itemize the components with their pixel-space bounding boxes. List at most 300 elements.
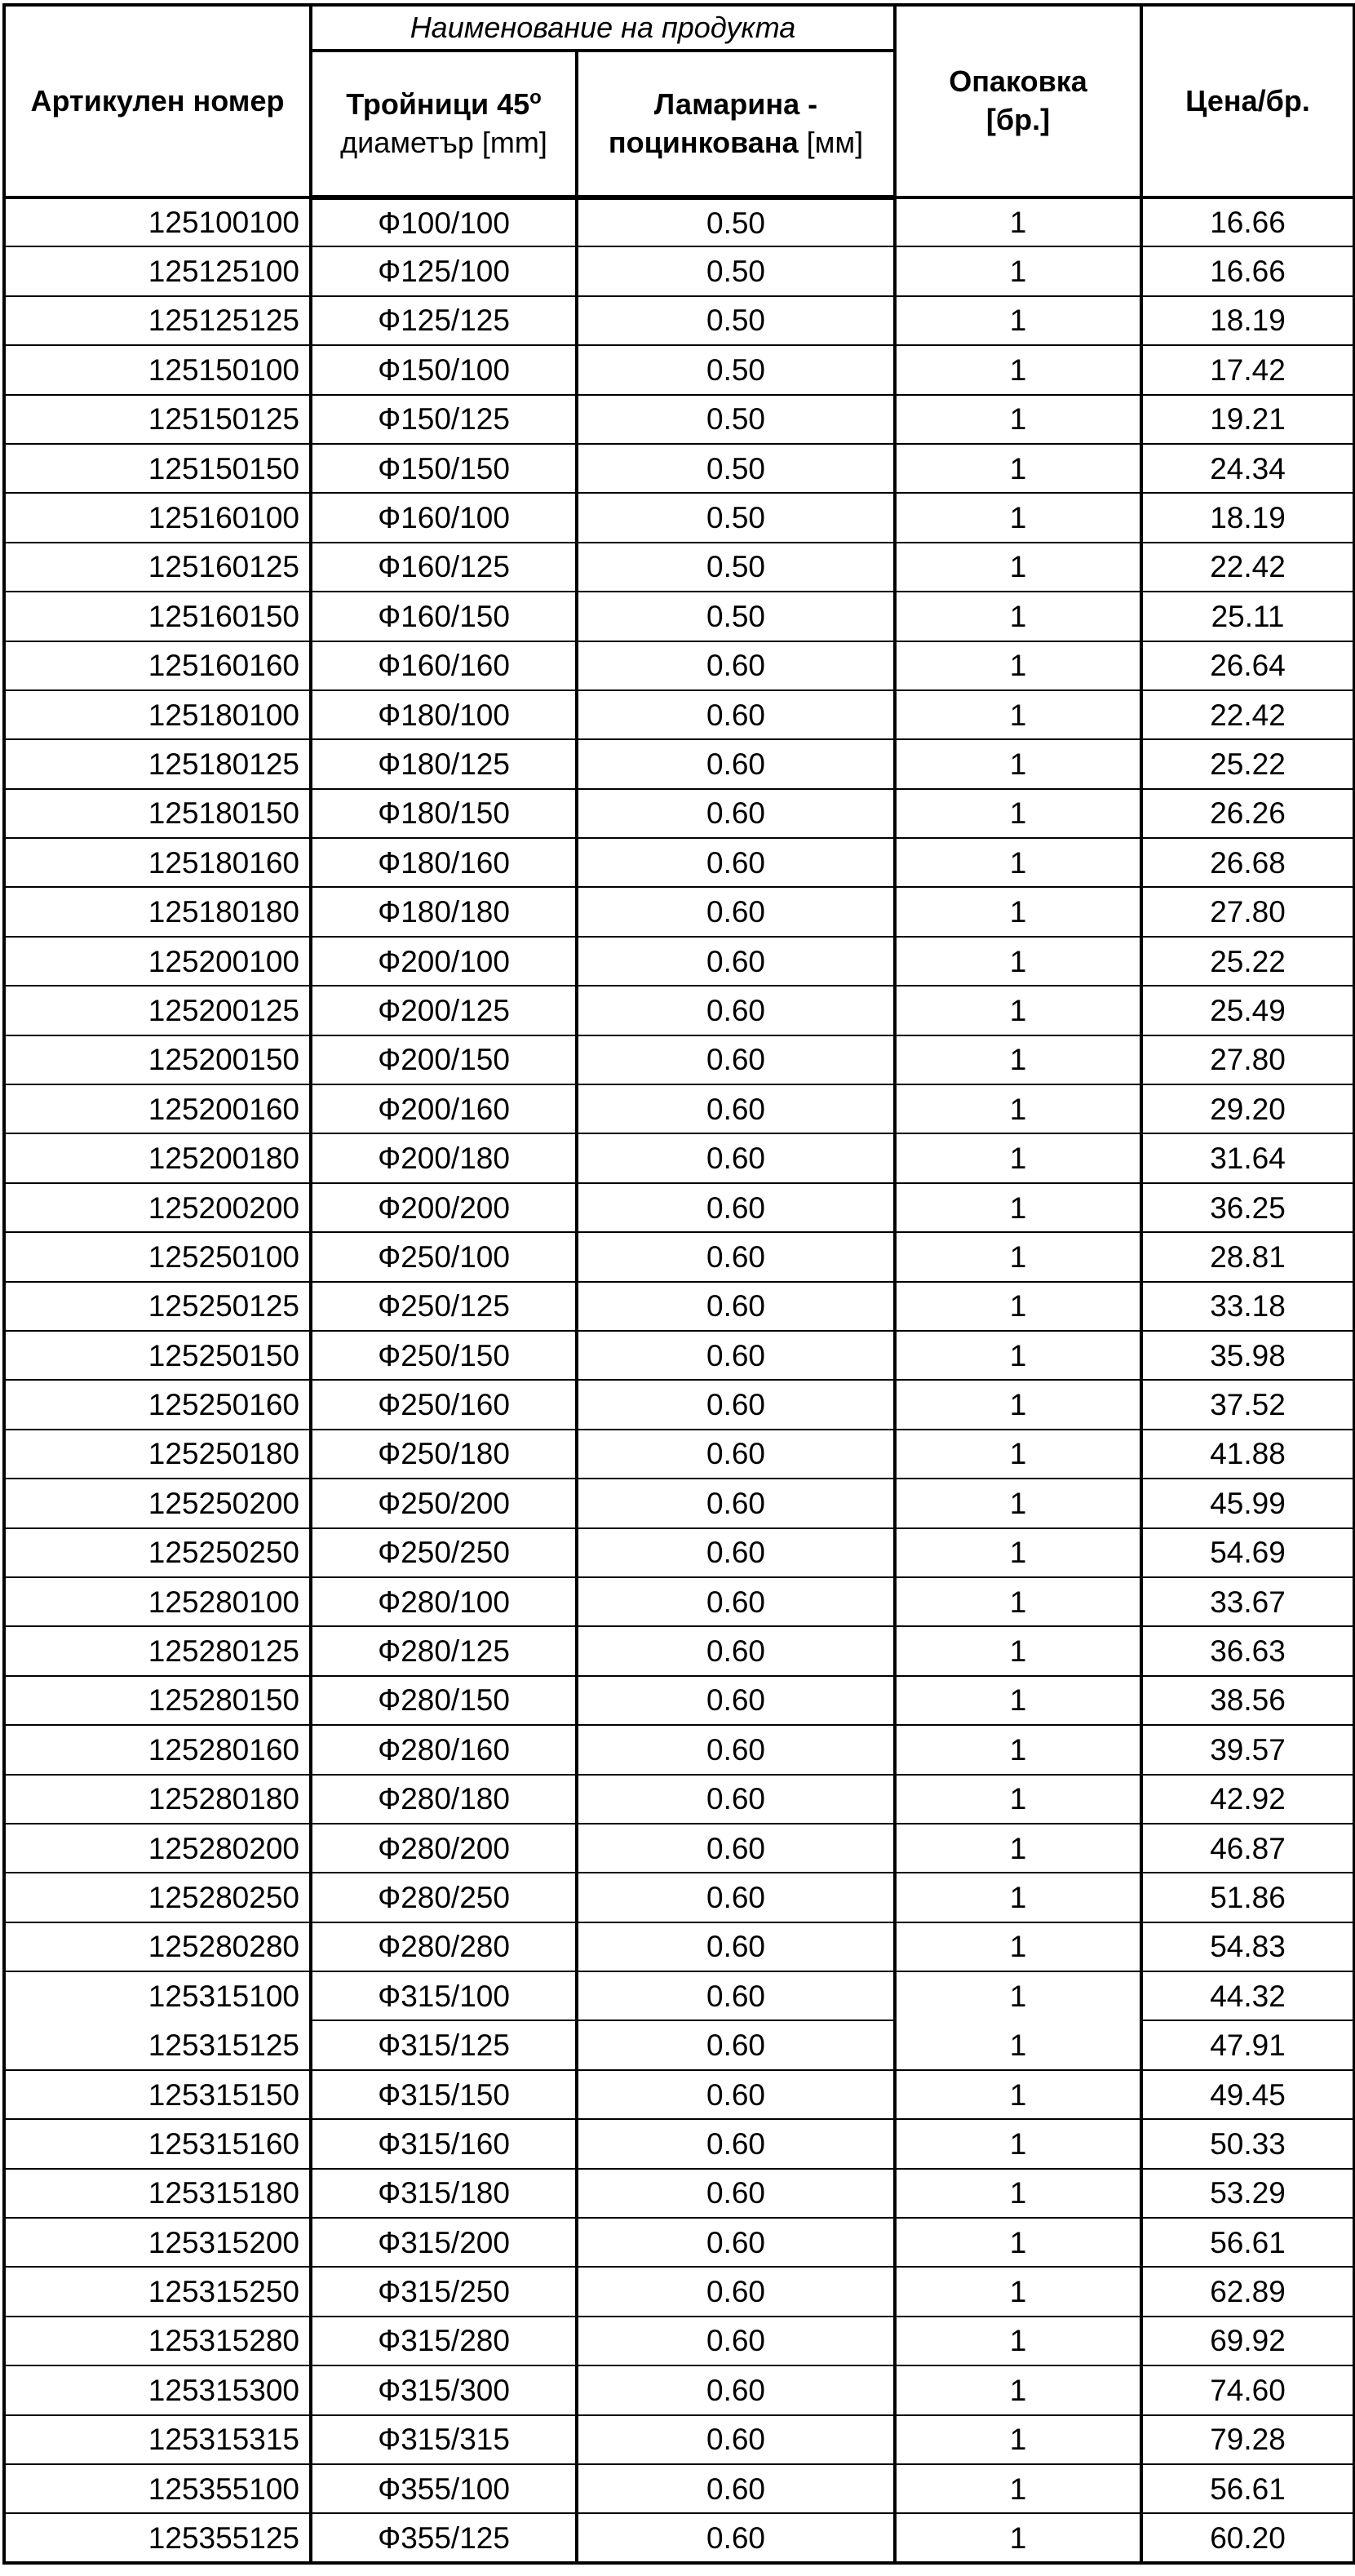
tee-diameter-cell: Ф250/180 [311, 1430, 577, 1479]
table-row [4, 493, 1354, 542]
article-number-cell: 125160160 [4, 641, 311, 690]
package-cell: 1 [895, 246, 1141, 295]
table-row [4, 246, 1354, 295]
sheet-thickness-cell: 0.60 [577, 1922, 895, 1971]
sheet-thickness-cell: 0.60 [577, 1282, 895, 1331]
sheet-thickness-cell: 0.60 [577, 1035, 895, 1084]
tee-diameter-cell: Ф100/100 [311, 197, 577, 246]
article-number-cell: 125315300 [4, 2365, 311, 2414]
price-cell: 69.92 [1141, 2317, 1354, 2365]
table-row [4, 690, 1354, 739]
article-number-cell: 125200100 [4, 937, 311, 986]
sheet-thickness-cell: 0.50 [577, 592, 895, 641]
article-number-cell: 125315160 [4, 2119, 311, 2168]
table-row [4, 789, 1354, 838]
tee-diameter-cell: Ф280/150 [311, 1676, 577, 1725]
article-number-cell: 125250150 [4, 1331, 311, 1380]
article-number-cell: 125315250 [4, 2267, 311, 2316]
price-cell: 26.26 [1141, 789, 1354, 838]
article-number-cell: 125280200 [4, 1824, 311, 1873]
table-row [4, 1528, 1354, 1577]
tee-diameter-cell: Ф280/250 [311, 1873, 577, 1922]
article-number-cell: 125180125 [4, 739, 311, 788]
table-row [4, 592, 1354, 641]
tee-diameter-cell: Ф280/280 [311, 1922, 577, 1971]
article-number-cell: 125150100 [4, 345, 311, 394]
article-number-cell: 125250160 [4, 1380, 311, 1429]
sheet-thickness-cell: 0.60 [577, 1430, 895, 1479]
sheet-header-title-2: поцинкована [608, 125, 799, 159]
sheet-thickness-cell: 0.60 [577, 690, 895, 739]
package-cell: 1 [895, 592, 1141, 641]
tee-diameter-cell: Ф315/250 [311, 2267, 577, 2316]
price-cell: 56.61 [1141, 2218, 1354, 2267]
degree-superscript: o [529, 86, 542, 109]
price-cell: 25.22 [1141, 739, 1354, 788]
sheet-thickness-cell: 0.60 [577, 1873, 895, 1922]
price-cell: 16.66 [1141, 197, 1354, 246]
package-cell: 1 [895, 1084, 1141, 1133]
article-number-cell: 125150150 [4, 444, 311, 493]
tee-diameter-cell: Ф315/315 [311, 2415, 577, 2464]
sheet-thickness-cell: 0.60 [577, 1725, 895, 1774]
tee-diameter-cell: Ф280/180 [311, 1775, 577, 1824]
package-cell: 1 [895, 2513, 1141, 2562]
article-number-cell: 125315315 [4, 2415, 311, 2464]
package-cell: 1 [895, 2365, 1141, 2414]
package-cell: 1 [895, 1971, 1141, 2020]
sheet-thickness-cell: 0.60 [577, 2365, 895, 2414]
sheet-thickness-cell: 0.60 [577, 1971, 895, 2020]
price-cell: 54.69 [1141, 1528, 1354, 1577]
tee-diameter-cell: Ф125/100 [311, 246, 577, 295]
sheet-thickness-cell: 0.60 [577, 641, 895, 690]
tee-diameter-cell: Ф280/160 [311, 1725, 577, 1774]
sheet-thickness-cell: 0.50 [577, 395, 895, 444]
tee-diameter-cell: Ф180/100 [311, 690, 577, 739]
sheet-header-unit: [мм] [806, 125, 864, 159]
table-row [4, 1084, 1354, 1133]
sheet-thickness-cell: 0.60 [577, 739, 895, 788]
price-cell: 45.99 [1141, 1479, 1354, 1527]
package-cell: 1 [895, 1479, 1141, 1527]
sheet-thickness-cell: 0.60 [577, 2464, 895, 2513]
tee-diameter-cell: Ф150/125 [311, 395, 577, 444]
table-row [4, 296, 1354, 345]
price-cell: 25.49 [1141, 986, 1354, 1035]
tee-diameter-cell: Ф180/160 [311, 838, 577, 887]
price-cell: 60.20 [1141, 2513, 1354, 2562]
article-number-cell: 125315100 [4, 1971, 311, 2020]
price-cell: 42.92 [1141, 1775, 1354, 1824]
price-cell: 49.45 [1141, 2070, 1354, 2119]
package-header [895, 5, 1141, 197]
table-row [4, 887, 1354, 936]
sheet-thickness-cell: 0.60 [577, 1183, 895, 1232]
package-cell: 1 [895, 1035, 1141, 1084]
package-cell: 1 [895, 1824, 1141, 1873]
table-row [4, 1232, 1354, 1281]
tee-diameter-cell: Ф200/200 [311, 1183, 577, 1232]
table-row [4, 444, 1354, 493]
table-row [4, 1183, 1354, 1232]
table-row [4, 2513, 1354, 2562]
price-cell: 27.80 [1141, 887, 1354, 936]
sheet-thickness-header [577, 51, 895, 197]
sheet-thickness-cell: 0.60 [577, 1232, 895, 1281]
table-row [4, 1824, 1354, 1873]
tee-diameter-cell: Ф315/200 [311, 2218, 577, 2267]
package-cell: 1 [895, 1725, 1141, 1774]
package-cell: 1 [895, 2020, 1141, 2069]
table-row [4, 838, 1354, 887]
tee-diameter-cell: Ф250/160 [311, 1380, 577, 1429]
tee-diameter-cell: Ф250/150 [311, 1331, 577, 1380]
sheet-thickness-cell: 0.50 [577, 345, 895, 394]
tee-diameter-cell: Ф315/160 [311, 2119, 577, 2168]
tee-header-unit: диаметър [mm] [340, 125, 547, 159]
price-cell: 39.57 [1141, 1725, 1354, 1774]
tee-diameter-cell: Ф315/280 [311, 2317, 577, 2365]
price-cell: 50.33 [1141, 2119, 1354, 2168]
sheet-thickness-cell: 0.60 [577, 1775, 895, 1824]
sheet-thickness-cell: 0.60 [577, 2169, 895, 2218]
price-cell: 33.67 [1141, 1577, 1354, 1626]
table-body [4, 197, 1354, 2563]
tee-diameter-cell: Ф280/200 [311, 1824, 577, 1873]
package-cell: 1 [895, 543, 1141, 592]
tee-diameter-cell: Ф200/160 [311, 1084, 577, 1133]
article-number-cell: 125160150 [4, 592, 311, 641]
package-cell: 1 [895, 986, 1141, 1035]
article-number-cell: 125250200 [4, 1479, 311, 1527]
package-cell: 1 [895, 197, 1141, 246]
tee-diameter-cell: Ф200/125 [311, 986, 577, 1035]
package-cell: 1 [895, 2415, 1141, 2464]
article-number-cell: 125280180 [4, 1775, 311, 1824]
package-cell: 1 [895, 1331, 1141, 1380]
sheet-thickness-cell: 0.60 [577, 887, 895, 936]
price-cell: 33.18 [1141, 1282, 1354, 1331]
table-row [4, 1626, 1354, 1675]
sheet-thickness-cell: 0.60 [577, 2218, 895, 2267]
price-cell: 26.64 [1141, 641, 1354, 690]
sheet-thickness-cell: 0.60 [577, 2020, 895, 2069]
sheet-thickness-cell: 0.60 [577, 1084, 895, 1133]
table-row [4, 1775, 1354, 1824]
sheet-thickness-cell: 0.60 [577, 1331, 895, 1380]
article-number-cell: 125160100 [4, 493, 311, 542]
tee-diameter-cell: Ф315/100 [311, 1971, 577, 2020]
article-number-cell: 125280160 [4, 1725, 311, 1774]
header-row-group [4, 5, 1354, 51]
table-row [4, 1577, 1354, 1626]
price-cell: 35.98 [1141, 1331, 1354, 1380]
sheet-thickness-cell: 0.60 [577, 2267, 895, 2316]
table-row [4, 2020, 1354, 2069]
price-cell: 37.52 [1141, 1380, 1354, 1429]
sheet-thickness-cell: 0.60 [577, 1577, 895, 1626]
article-number-cell: 125160125 [4, 543, 311, 592]
package-cell: 1 [895, 1232, 1141, 1281]
article-number-cell: 125280125 [4, 1626, 311, 1675]
package-cell: 1 [895, 2070, 1141, 2119]
article-number-cell: 125250180 [4, 1430, 311, 1479]
price-cell: 62.89 [1141, 2267, 1354, 2316]
package-cell: 1 [895, 641, 1141, 690]
package-cell: 1 [895, 1676, 1141, 1725]
article-number-cell: 125315150 [4, 2070, 311, 2119]
package-cell: 1 [895, 2464, 1141, 2513]
article-number-cell: 125125100 [4, 246, 311, 295]
table-row [4, 1380, 1354, 1429]
price-cell: 22.42 [1141, 690, 1354, 739]
table-row [4, 345, 1354, 394]
sheet-thickness-cell: 0.60 [577, 1133, 895, 1182]
table-header [4, 5, 1354, 197]
sheet-thickness-cell: 0.60 [577, 1528, 895, 1577]
tee-diameter-cell: Ф180/150 [311, 789, 577, 838]
article-number-cell: 125200150 [4, 1035, 311, 1084]
table-row [4, 1035, 1354, 1084]
tee-diameter-cell: Ф315/300 [311, 2365, 577, 2414]
price-cell: 22.42 [1141, 543, 1354, 592]
price-cell: 18.19 [1141, 493, 1354, 542]
price-cell: 44.32 [1141, 1971, 1354, 2020]
article-number-cell: 125100100 [4, 197, 311, 246]
package-cell: 1 [895, 1626, 1141, 1675]
table-row [4, 1331, 1354, 1380]
tee-diameter-cell: Ф250/100 [311, 1232, 577, 1281]
package-cell: 1 [895, 1873, 1141, 1922]
article-number-cell: 125180150 [4, 789, 311, 838]
tee-diameter-cell: Ф250/250 [311, 1528, 577, 1577]
package-cell: 1 [895, 1528, 1141, 1577]
sheet-thickness-cell: 0.50 [577, 543, 895, 592]
package-header-title: Опаковка [949, 64, 1087, 99]
tee-diameter-cell: Ф250/200 [311, 1479, 577, 1527]
tee-diameter-cell: Ф160/160 [311, 641, 577, 690]
price-table [2, 3, 1355, 2565]
package-cell: 1 [895, 444, 1141, 493]
table-row [4, 1133, 1354, 1182]
price-cell: 28.81 [1141, 1232, 1354, 1281]
article-number-cell: 125180100 [4, 690, 311, 739]
table-row [4, 1971, 1354, 2020]
table-row [4, 197, 1354, 246]
tee-diameter-cell: Ф160/100 [311, 493, 577, 542]
package-cell: 1 [895, 2218, 1141, 2267]
price-cell: 51.86 [1141, 1873, 1354, 1922]
price-cell: 54.83 [1141, 1922, 1354, 1971]
tee-diameter-cell: Ф280/125 [311, 1626, 577, 1675]
sheet-thickness-cell: 0.60 [577, 1626, 895, 1675]
price-cell: 38.56 [1141, 1676, 1354, 1725]
article-number-cell: 125315280 [4, 2317, 311, 2365]
table-row [4, 739, 1354, 788]
price-cell: 74.60 [1141, 2365, 1354, 2414]
article-number-cell: 125150125 [4, 395, 311, 444]
sheet-thickness-cell: 0.60 [577, 789, 895, 838]
package-cell: 1 [895, 493, 1141, 542]
product-name-group-header: Наименование на продукта [311, 5, 895, 51]
package-cell: 1 [895, 1430, 1141, 1479]
price-cell: 56.61 [1141, 2464, 1354, 2513]
price-cell: 16.66 [1141, 246, 1354, 295]
price-cell: 47.91 [1141, 2020, 1354, 2069]
tee-diameter-cell: Ф180/125 [311, 739, 577, 788]
article-number-cell: 125125125 [4, 296, 311, 345]
package-cell: 1 [895, 937, 1141, 986]
package-cell: 1 [895, 395, 1141, 444]
table-row [4, 1430, 1354, 1479]
tee-diameter-cell: Ф250/125 [311, 1282, 577, 1331]
sheet-thickness-cell: 0.60 [577, 2070, 895, 2119]
package-cell: 1 [895, 1380, 1141, 1429]
tee-diameter-cell: Ф315/125 [311, 2020, 577, 2069]
tee-diameter-cell: Ф280/100 [311, 1577, 577, 1626]
price-cell: 46.87 [1141, 1824, 1354, 1873]
table-row [4, 641, 1354, 690]
sheet-thickness-cell: 0.50 [577, 246, 895, 295]
article-number-cell: 125280100 [4, 1577, 311, 1626]
price-cell: 17.42 [1141, 345, 1354, 394]
sheet-thickness-cell: 0.60 [577, 986, 895, 1035]
price-cell: 29.20 [1141, 1084, 1354, 1133]
tee-diameter-cell: Ф160/125 [311, 543, 577, 592]
article-number-cell: 125315125 [4, 2020, 311, 2069]
table-row [4, 986, 1354, 1035]
price-cell: 36.25 [1141, 1183, 1354, 1232]
table-row [4, 1282, 1354, 1331]
tee-diameter-header [311, 51, 577, 197]
package-cell: 1 [895, 2267, 1141, 2316]
package-cell: 1 [895, 345, 1141, 394]
article-number-cell: 125250125 [4, 1282, 311, 1331]
tee-diameter-cell: Ф355/100 [311, 2464, 577, 2513]
sheet-thickness-cell: 0.60 [577, 2317, 895, 2365]
price-cell: 31.64 [1141, 1133, 1354, 1182]
table-row [4, 2218, 1354, 2267]
sheet-thickness-cell: 0.60 [577, 1380, 895, 1429]
sheet-thickness-cell: 0.60 [577, 1676, 895, 1725]
tee-diameter-cell: Ф315/150 [311, 2070, 577, 2119]
table-row [4, 2365, 1354, 2414]
package-cell: 1 [895, 2119, 1141, 2168]
table-row [4, 2070, 1354, 2119]
article-number-cell: 125355125 [4, 2513, 311, 2562]
table-row [4, 1922, 1354, 1971]
table-row [4, 1479, 1354, 1527]
article-number-cell: 125280280 [4, 1922, 311, 1971]
package-cell: 1 [895, 887, 1141, 936]
price-cell: 41.88 [1141, 1430, 1354, 1479]
tee-diameter-cell: Ф200/100 [311, 937, 577, 986]
table-row [4, 2317, 1354, 2365]
tee-diameter-cell: Ф150/150 [311, 444, 577, 493]
article-number-cell: 125280150 [4, 1676, 311, 1725]
package-header-unit: [бр.] [985, 103, 1051, 136]
price-cell: 27.80 [1141, 1035, 1354, 1084]
price-cell: 18.19 [1141, 296, 1354, 345]
table-row [4, 937, 1354, 986]
table-row [4, 2415, 1354, 2464]
package-cell: 1 [895, 789, 1141, 838]
article-number-cell: 125280250 [4, 1873, 311, 1922]
package-cell: 1 [895, 1922, 1141, 1971]
article-number-cell: 125200200 [4, 1183, 311, 1232]
sheet-thickness-cell: 0.50 [577, 296, 895, 345]
article-number-cell: 125250100 [4, 1232, 311, 1281]
price-cell: 79.28 [1141, 2415, 1354, 2464]
sheet-thickness-cell: 0.60 [577, 838, 895, 887]
package-cell: 1 [895, 1133, 1141, 1182]
tee-diameter-cell: Ф180/180 [311, 887, 577, 936]
table-row [4, 395, 1354, 444]
price-cell: 26.68 [1141, 838, 1354, 887]
package-cell: 1 [895, 1183, 1141, 1232]
price-cell: 19.21 [1141, 395, 1354, 444]
article-number-cell: 125200125 [4, 986, 311, 1035]
article-number-cell: 125180180 [4, 887, 311, 936]
tee-header-title: Тройници 45 [346, 86, 530, 121]
sheet-thickness-cell: 0.60 [577, 1824, 895, 1873]
table-row [4, 1873, 1354, 1922]
table-row [4, 543, 1354, 592]
article-number-cell: 125180160 [4, 838, 311, 887]
sheet-thickness-cell: 0.60 [577, 2415, 895, 2464]
table-row [4, 2267, 1354, 2316]
article-number-cell: 125200160 [4, 1084, 311, 1133]
article-number-cell: 125315200 [4, 2218, 311, 2267]
package-cell: 1 [895, 1775, 1141, 1824]
article-number-cell: 125250250 [4, 1528, 311, 1577]
table-row [4, 2169, 1354, 2218]
price-header: Цена/бр. [1141, 5, 1354, 197]
sheet-thickness-cell: 0.60 [577, 2119, 895, 2168]
table-row [4, 2464, 1354, 2513]
sheet-thickness-cell: 0.60 [577, 1479, 895, 1527]
sheet-thickness-cell: 0.50 [577, 197, 895, 246]
article-number-cell: 125355100 [4, 2464, 311, 2513]
price-cell: 24.34 [1141, 444, 1354, 493]
price-cell: 25.22 [1141, 937, 1354, 986]
tee-diameter-cell: Ф200/180 [311, 1133, 577, 1182]
price-cell: 25.11 [1141, 592, 1354, 641]
article-number-cell: 125315180 [4, 2169, 311, 2218]
article-number-header: Артикулен номер [4, 5, 311, 197]
sheet-thickness-cell: 0.60 [577, 2513, 895, 2562]
package-cell: 1 [895, 2169, 1141, 2218]
table-row [4, 1725, 1354, 1774]
package-cell: 1 [895, 838, 1141, 887]
sheet-thickness-cell: 0.50 [577, 444, 895, 493]
article-number-cell: 125200180 [4, 1133, 311, 1182]
price-cell: 53.29 [1141, 2169, 1354, 2218]
sheet-thickness-cell: 0.50 [577, 493, 895, 542]
package-cell: 1 [895, 1577, 1141, 1626]
tee-diameter-cell: Ф355/125 [311, 2513, 577, 2562]
package-cell: 1 [895, 739, 1141, 788]
package-cell: 1 [895, 296, 1141, 345]
tee-diameter-cell: Ф150/100 [311, 345, 577, 394]
tee-diameter-cell: Ф315/180 [311, 2169, 577, 2218]
package-cell: 1 [895, 1282, 1141, 1331]
tee-diameter-cell: Ф125/125 [311, 296, 577, 345]
tee-diameter-cell: Ф200/150 [311, 1035, 577, 1084]
tee-diameter-cell: Ф160/150 [311, 592, 577, 641]
price-cell: 36.63 [1141, 1626, 1354, 1675]
